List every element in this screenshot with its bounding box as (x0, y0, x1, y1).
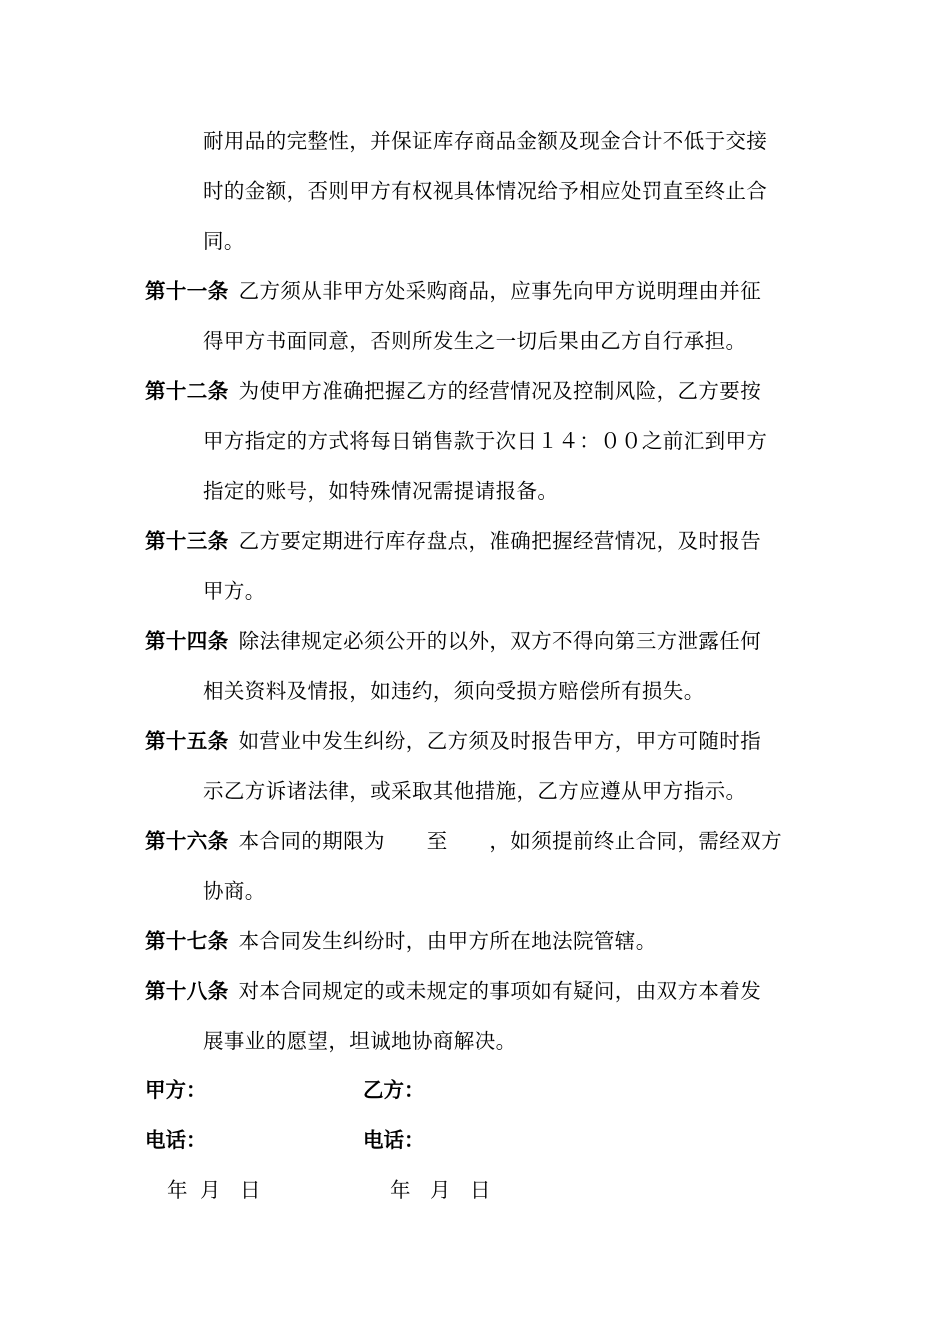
article-13 (145, 527, 761, 555)
continuation-line-2: 时的金额，否则甲方有权视具体情况给予相应处罚直至终止合 (203, 179, 768, 203)
article-label: 第十五条 (145, 729, 229, 753)
article-label: 第十三条 (145, 529, 229, 553)
article-text: 为使甲方准确把握乙方的经营情况及控制风险，乙方要按 (238, 379, 762, 403)
date-a-month: 月 (200, 1178, 221, 1202)
article-16 (145, 827, 782, 855)
article-13-line-2: 甲方。 (203, 579, 266, 603)
article-text: 乙方要定期进行库存盘点，准确把握经营情况，及时报告 (238, 529, 762, 553)
article-11-line-2: 得甲方书面同意，否则所发生之一切后果由乙方自行承担。 (203, 329, 747, 353)
article-12-line-2: 甲方指定的方式将每日销售款于次日１４：００之前汇到甲方 (203, 429, 768, 453)
article-18-line-2: 展事业的愿望，坦诚地协商解决。 (203, 1029, 517, 1053)
article-text: 除法律规定必须公开的以外，双方不得向第三方泄露任何 (238, 629, 762, 653)
party-a-label: 甲方： (145, 1078, 207, 1102)
article-label: 第十七条 (145, 929, 229, 953)
article-text: 本合同的期限为 至 ，如须提前终止合同，需经双方 (238, 829, 783, 853)
article-text: 如营业中发生纠纷，乙方须及时报告甲方，甲方可随时指 (238, 729, 762, 753)
article-14-line-2: 相关资料及情报，如违约，须向受损方赔偿所有损失。 (203, 679, 705, 703)
article-16-line-2: 协商。 (203, 879, 266, 903)
date-a-year: 年 (167, 1178, 188, 1202)
article-label: 第十六条 (145, 829, 229, 853)
date-b-day: 日 (470, 1178, 491, 1202)
article-label: 第十一条 (145, 279, 229, 303)
date-a-day: 日 (240, 1178, 261, 1202)
date-b-year: 年 (390, 1178, 411, 1202)
article-text: 对本合同规定的或未规定的事项如有疑问，由双方本着发 (238, 979, 762, 1003)
article-15 (145, 727, 761, 755)
phone-b-label: 电话： (363, 1128, 425, 1152)
article-label: 第十八条 (145, 979, 229, 1003)
article-label: 第十二条 (145, 379, 229, 403)
phone-a-label: 电话： (145, 1128, 207, 1152)
article-12 (145, 377, 761, 405)
party-b-label: 乙方： (363, 1078, 425, 1102)
date-b-month: 月 (430, 1178, 451, 1202)
article-12-line-3: 指定的账号，如特殊情况需提请报备。 (203, 479, 559, 503)
article-text: 乙方须从非甲方处采购商品，应事先向甲方说明理由并征 (238, 279, 762, 303)
article-text: 本合同发生纠纷时，由甲方所在地法院管辖。 (238, 929, 657, 953)
article-14 (145, 627, 761, 655)
article-label: 第十四条 (145, 629, 229, 653)
article-18 (145, 977, 761, 1005)
article-15-line-2: 示乙方诉诸法律，或采取其他措施，乙方应遵从甲方指示。 (203, 779, 747, 803)
article-11 (145, 277, 761, 305)
continuation-line-1: 耐用品的完整性，并保证库存商品金额及现金合计不低于交接 (203, 129, 768, 153)
article-17 (145, 927, 657, 955)
continuation-line-3: 同。 (203, 229, 245, 253)
